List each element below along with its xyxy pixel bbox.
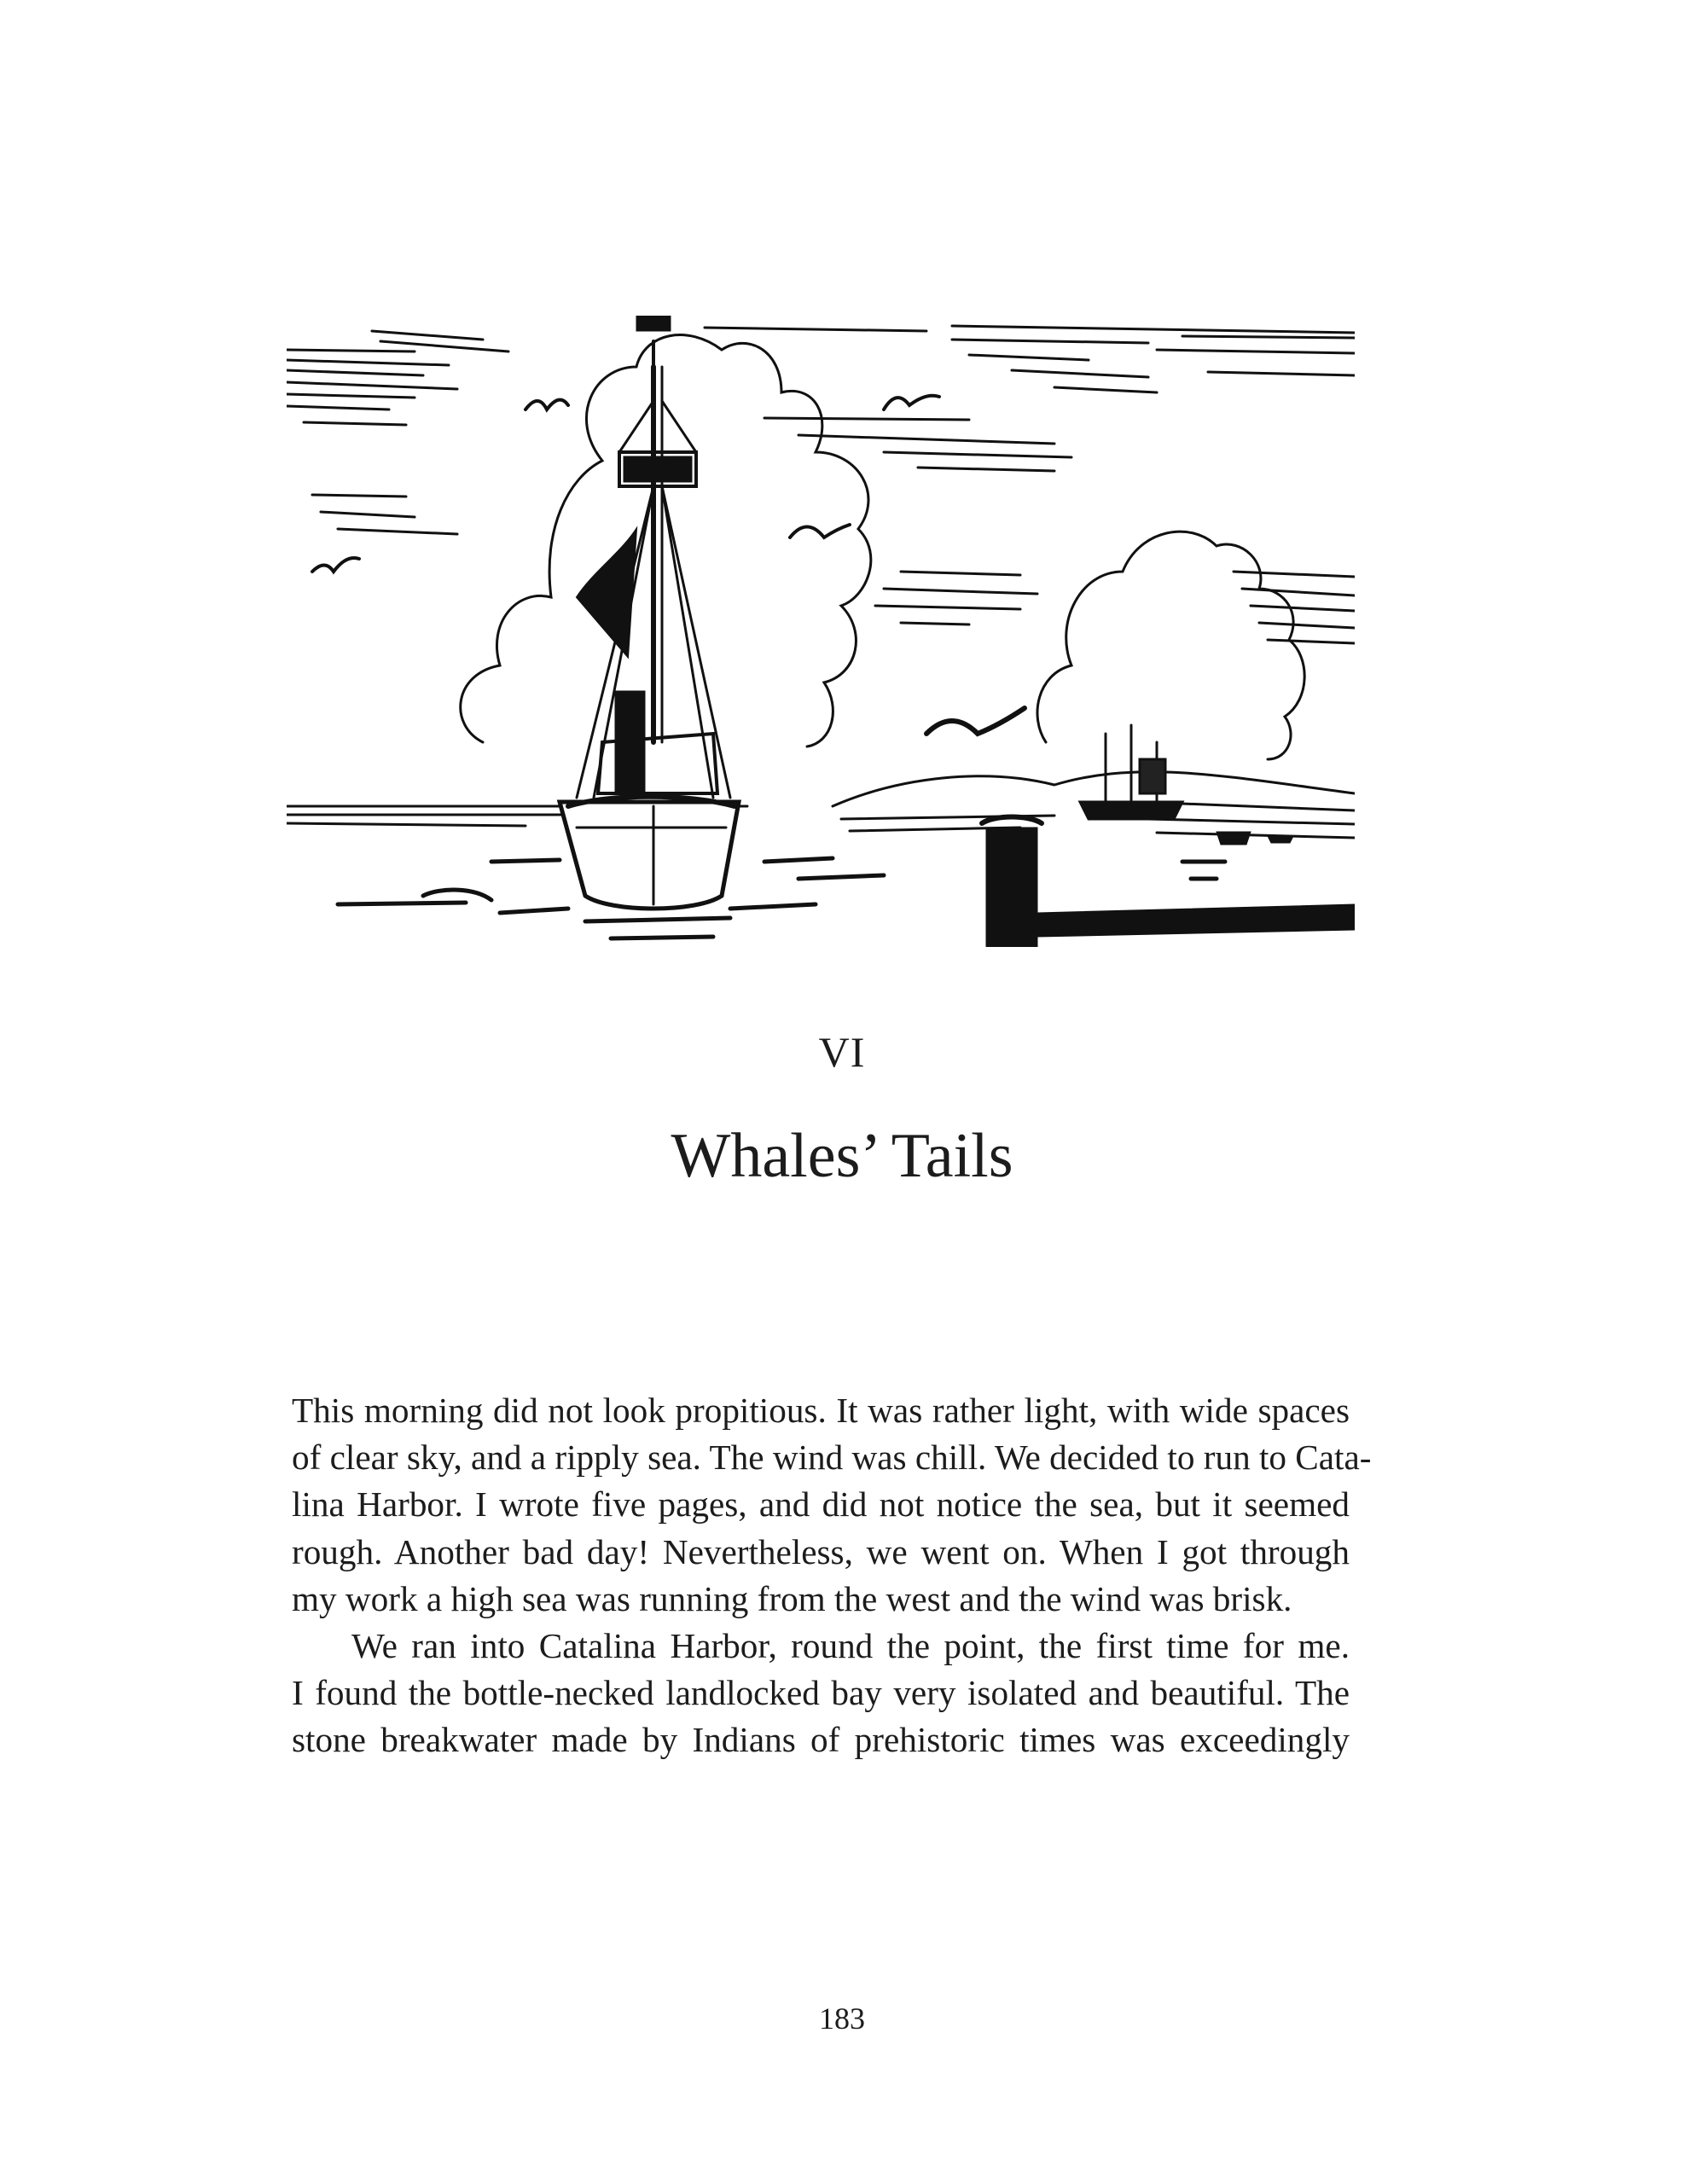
- harbor-boat-illustration: [287, 316, 1355, 947]
- text-line: lina Harbor. I wrote five pages, and did not notice the sea, but it seemed: [292, 1484, 1350, 1525]
- paragraph: [292, 1387, 1372, 1623]
- text-line: my work a high sea was running from the west and the wind was brisk.: [292, 1578, 1292, 1618]
- text-line: of clear sky, and a ripply sea. The wind was chill. We decided to run to Cata-: [292, 1438, 1372, 1478]
- text-line: rough. Another bad day! Nevertheless, we went on. When I got through: [292, 1531, 1350, 1571]
- text-line: We ran into Catalina Harbor, round the point, the first time for me.: [351, 1626, 1350, 1666]
- page-number: 183: [819, 2001, 865, 2036]
- text-line: stone breakwater made by Indians of prehistoric times was exceedingly: [292, 1720, 1350, 1760]
- body-text: [292, 1387, 1372, 1764]
- paragraph: [292, 1623, 1350, 1764]
- text-line: This morning did not look propitious. It was rather light, with wide spaces: [292, 1391, 1350, 1430]
- chapter-number: VI: [818, 1028, 866, 1076]
- chapter-title: Whales’ Tails: [671, 1121, 1013, 1191]
- text-line: I found the bottle-necked landlocked bay very isolated and beautiful. The: [292, 1673, 1350, 1713]
